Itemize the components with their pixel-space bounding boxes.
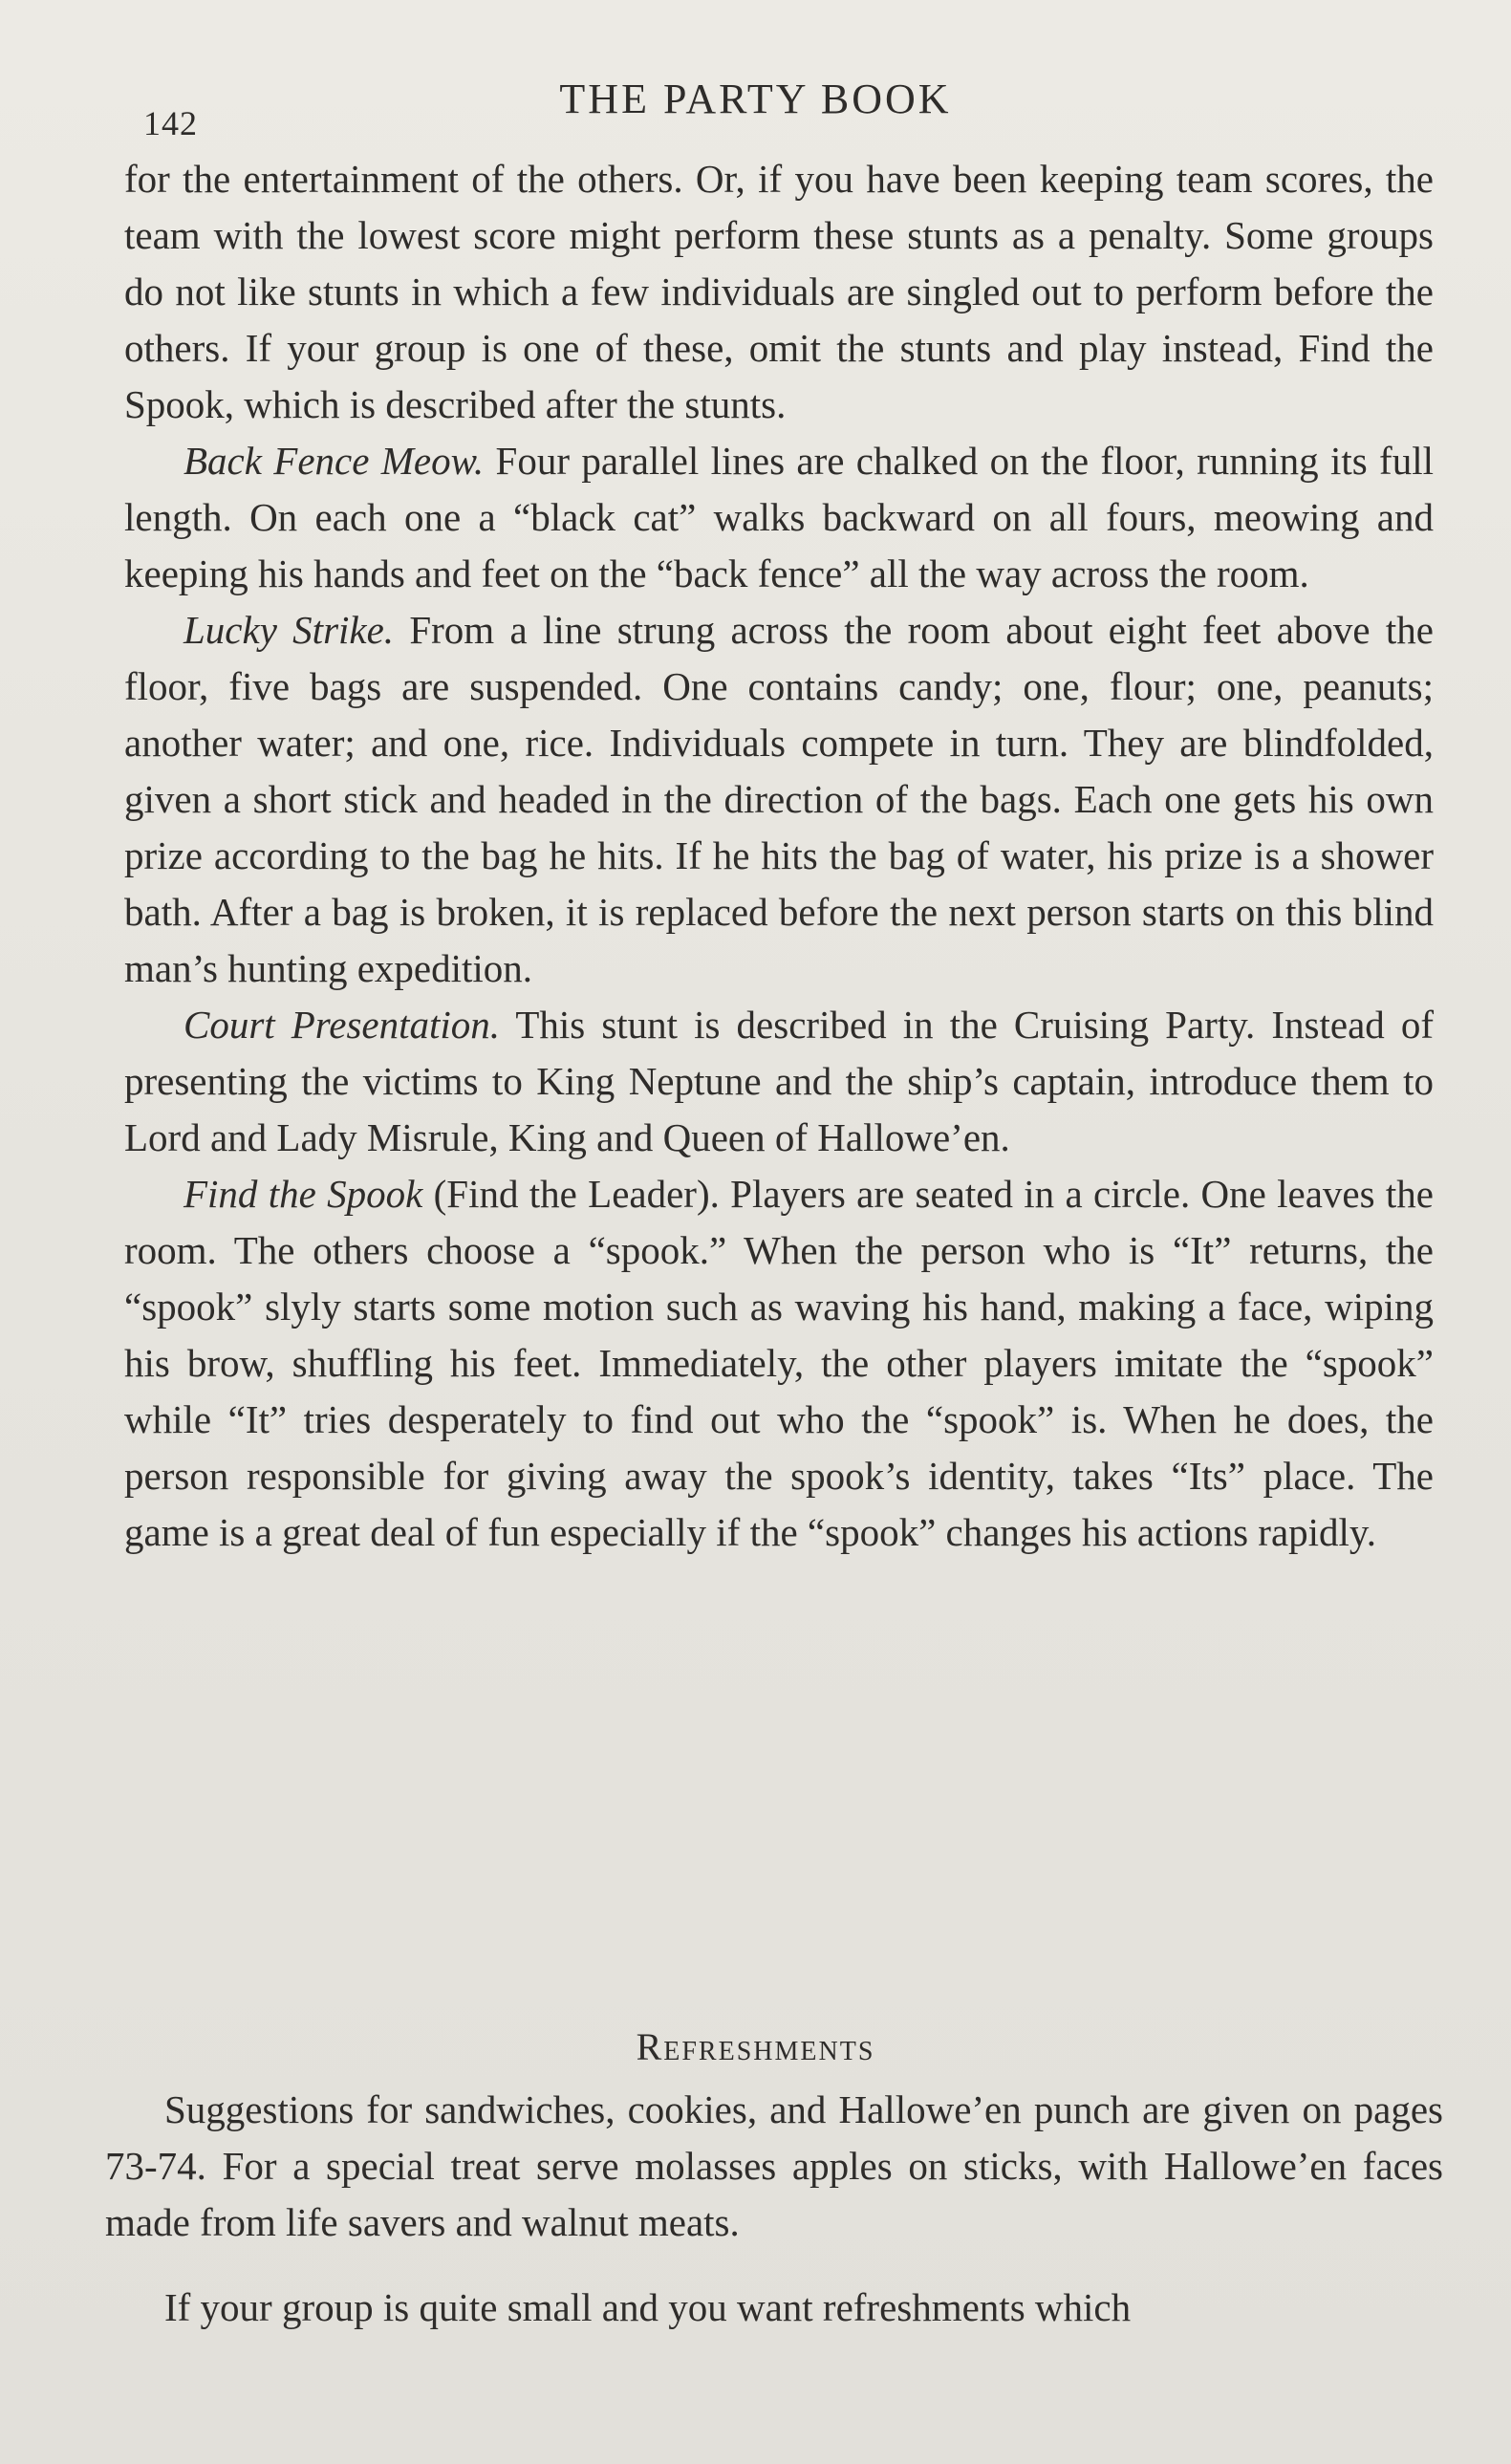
stunt-paragraph xyxy=(124,1166,1434,1561)
stunt-name: Back Fence Meow. xyxy=(183,439,485,483)
intro-paragraph: for the entertainment of the others. Or, if you have been keeping team scores, the team with the lowest score might perform these stunts as a penalty. Some groups do not like stunts in which a few individuals are singled out to perform before the others. If your group is one of these, omit the stunts and play instead, Find the Spook, which is described after the stunts. xyxy=(124,157,1434,426)
stunt-description: (Find the Leader). Players are seated in a circle. One leaves the room. The others choose a “spook.” When the person who is “It” returns, the “spook” slyly starts some motion such as waving his hand, making a face, wiping his brow, shuffling his feet. Immediately, the other players imitate the “spook” while “It” tries desperately to find out who the “spook” is. When he does, the person responsible for giving away the spook’s identity, takes “Its” place. The game is a great deal of fun especially if the “spook” changes his actions rapidly. xyxy=(124,1172,1434,1554)
running-head: THE PARTY BOOK xyxy=(559,76,952,122)
refreshments-paragraph: Suggestions for sandwiches, cookies, and Hallowe’en punch are given on pages 73-74. For a special treat serve molasses apples on sticks, with Hallowe’en faces made from life savers and walnut meats. xyxy=(105,2087,1443,2244)
stunt-description: Four parallel lines are chalked on the floor, running its full length. On each one a “black cat” walks backward on all fours, meowing and keeping his hands and feet on the “back fence” all the way across the room. xyxy=(124,439,1434,595)
stunt-paragraph xyxy=(124,997,1434,1166)
page-number: 142 xyxy=(143,104,198,142)
stunt-paragraph xyxy=(124,602,1434,997)
stunt-name: Find the Spook xyxy=(183,1172,423,1216)
stunt-name: Court Presentation. xyxy=(183,1003,501,1047)
refreshments-paragraph: If your group is quite small and you want refreshments which xyxy=(164,2285,1132,2329)
main-text xyxy=(124,151,1434,1561)
section-heading: Refreshments xyxy=(636,2025,875,2068)
stunt-name: Lucky Strike. xyxy=(183,608,395,652)
stunt-description: From a line strung across the room about eight feet above the floor, five bags are suspended. One contains candy; one, flour; one, peanuts; another water; and one, rice. Individuals compete in turn. They are blindfolded, given a short stick and headed in the direction of the bags. Each one gets his own prize according to the bag he hits. If he hits the bag of water, his prize is a shower bath. After a bag is broken, it is replaced before the next person starts on this blind man’s hunting expedition. xyxy=(124,608,1434,990)
stunt-paragraph xyxy=(124,433,1434,602)
refreshments-text xyxy=(105,2082,1443,2336)
stunt-description: This stunt is described in the Cruising Party. Instead of presenting the victims to King Neptune and the ship’s captain, introduce them to Lord and Lady Misrule, King and Queen of Hallowe’en. xyxy=(124,1003,1434,1159)
